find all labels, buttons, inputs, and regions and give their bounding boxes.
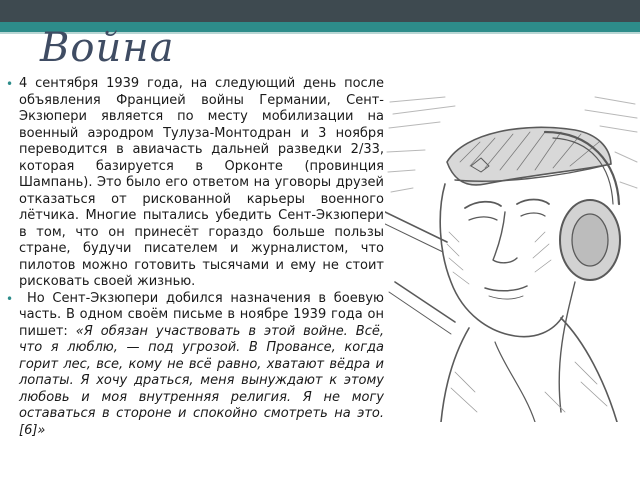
slide-body xyxy=(6,76,384,439)
bullet-dot-icon: • xyxy=(6,291,14,306)
top-dark-bar xyxy=(0,0,640,22)
bullet-dot-icon: • xyxy=(6,77,14,91)
bullet-paragraph-2 xyxy=(6,291,384,440)
paragraph-1-text: 4 сентября 1939 года, на следующий день после объявления Францией войны Германии, Сент-Экзюпери является по месту мобилизации на военный аэродром Тулуза-Монтодран и 3 ноября переводится в авиачасть дальней разведки 2/33, которая базируется в Орконте (провинция Шампань). Это было его ответом на уговоры друзей отказаться от рискованной карьеры военного лётчика. Многие пытались убедить Сент-Экзюпери в том, что он принесёт гораздо больше пользы стране, будучи писателем и журналистом, что пилотов можно готовить тысячами и ему не стоит рисковать своей жизнью. xyxy=(19,76,384,289)
bullet-paragraph-1 xyxy=(6,76,384,291)
paragraph-2-quote: «Я обязан участвовать в этой войне. Всё, что я люблю, — под угрозой. В Провансе, когда горит лес, все, кому не всё равно, хватают вёдра и лопаты. Я хочу драться, меня вынуждают к этому любовь и моя внутренняя религия. Я не могу оставаться в стороне и спокойно смотреть на это.[6]» xyxy=(19,323,384,438)
pilot-portrait-sketch xyxy=(385,92,639,422)
paragraph-2-text: Но Сент-Экзюпери добился назначения в боевую часть. В одном своём письме в ноябре 1939 года он пишет: xyxy=(19,290,384,339)
slide-title: Война xyxy=(40,25,175,71)
